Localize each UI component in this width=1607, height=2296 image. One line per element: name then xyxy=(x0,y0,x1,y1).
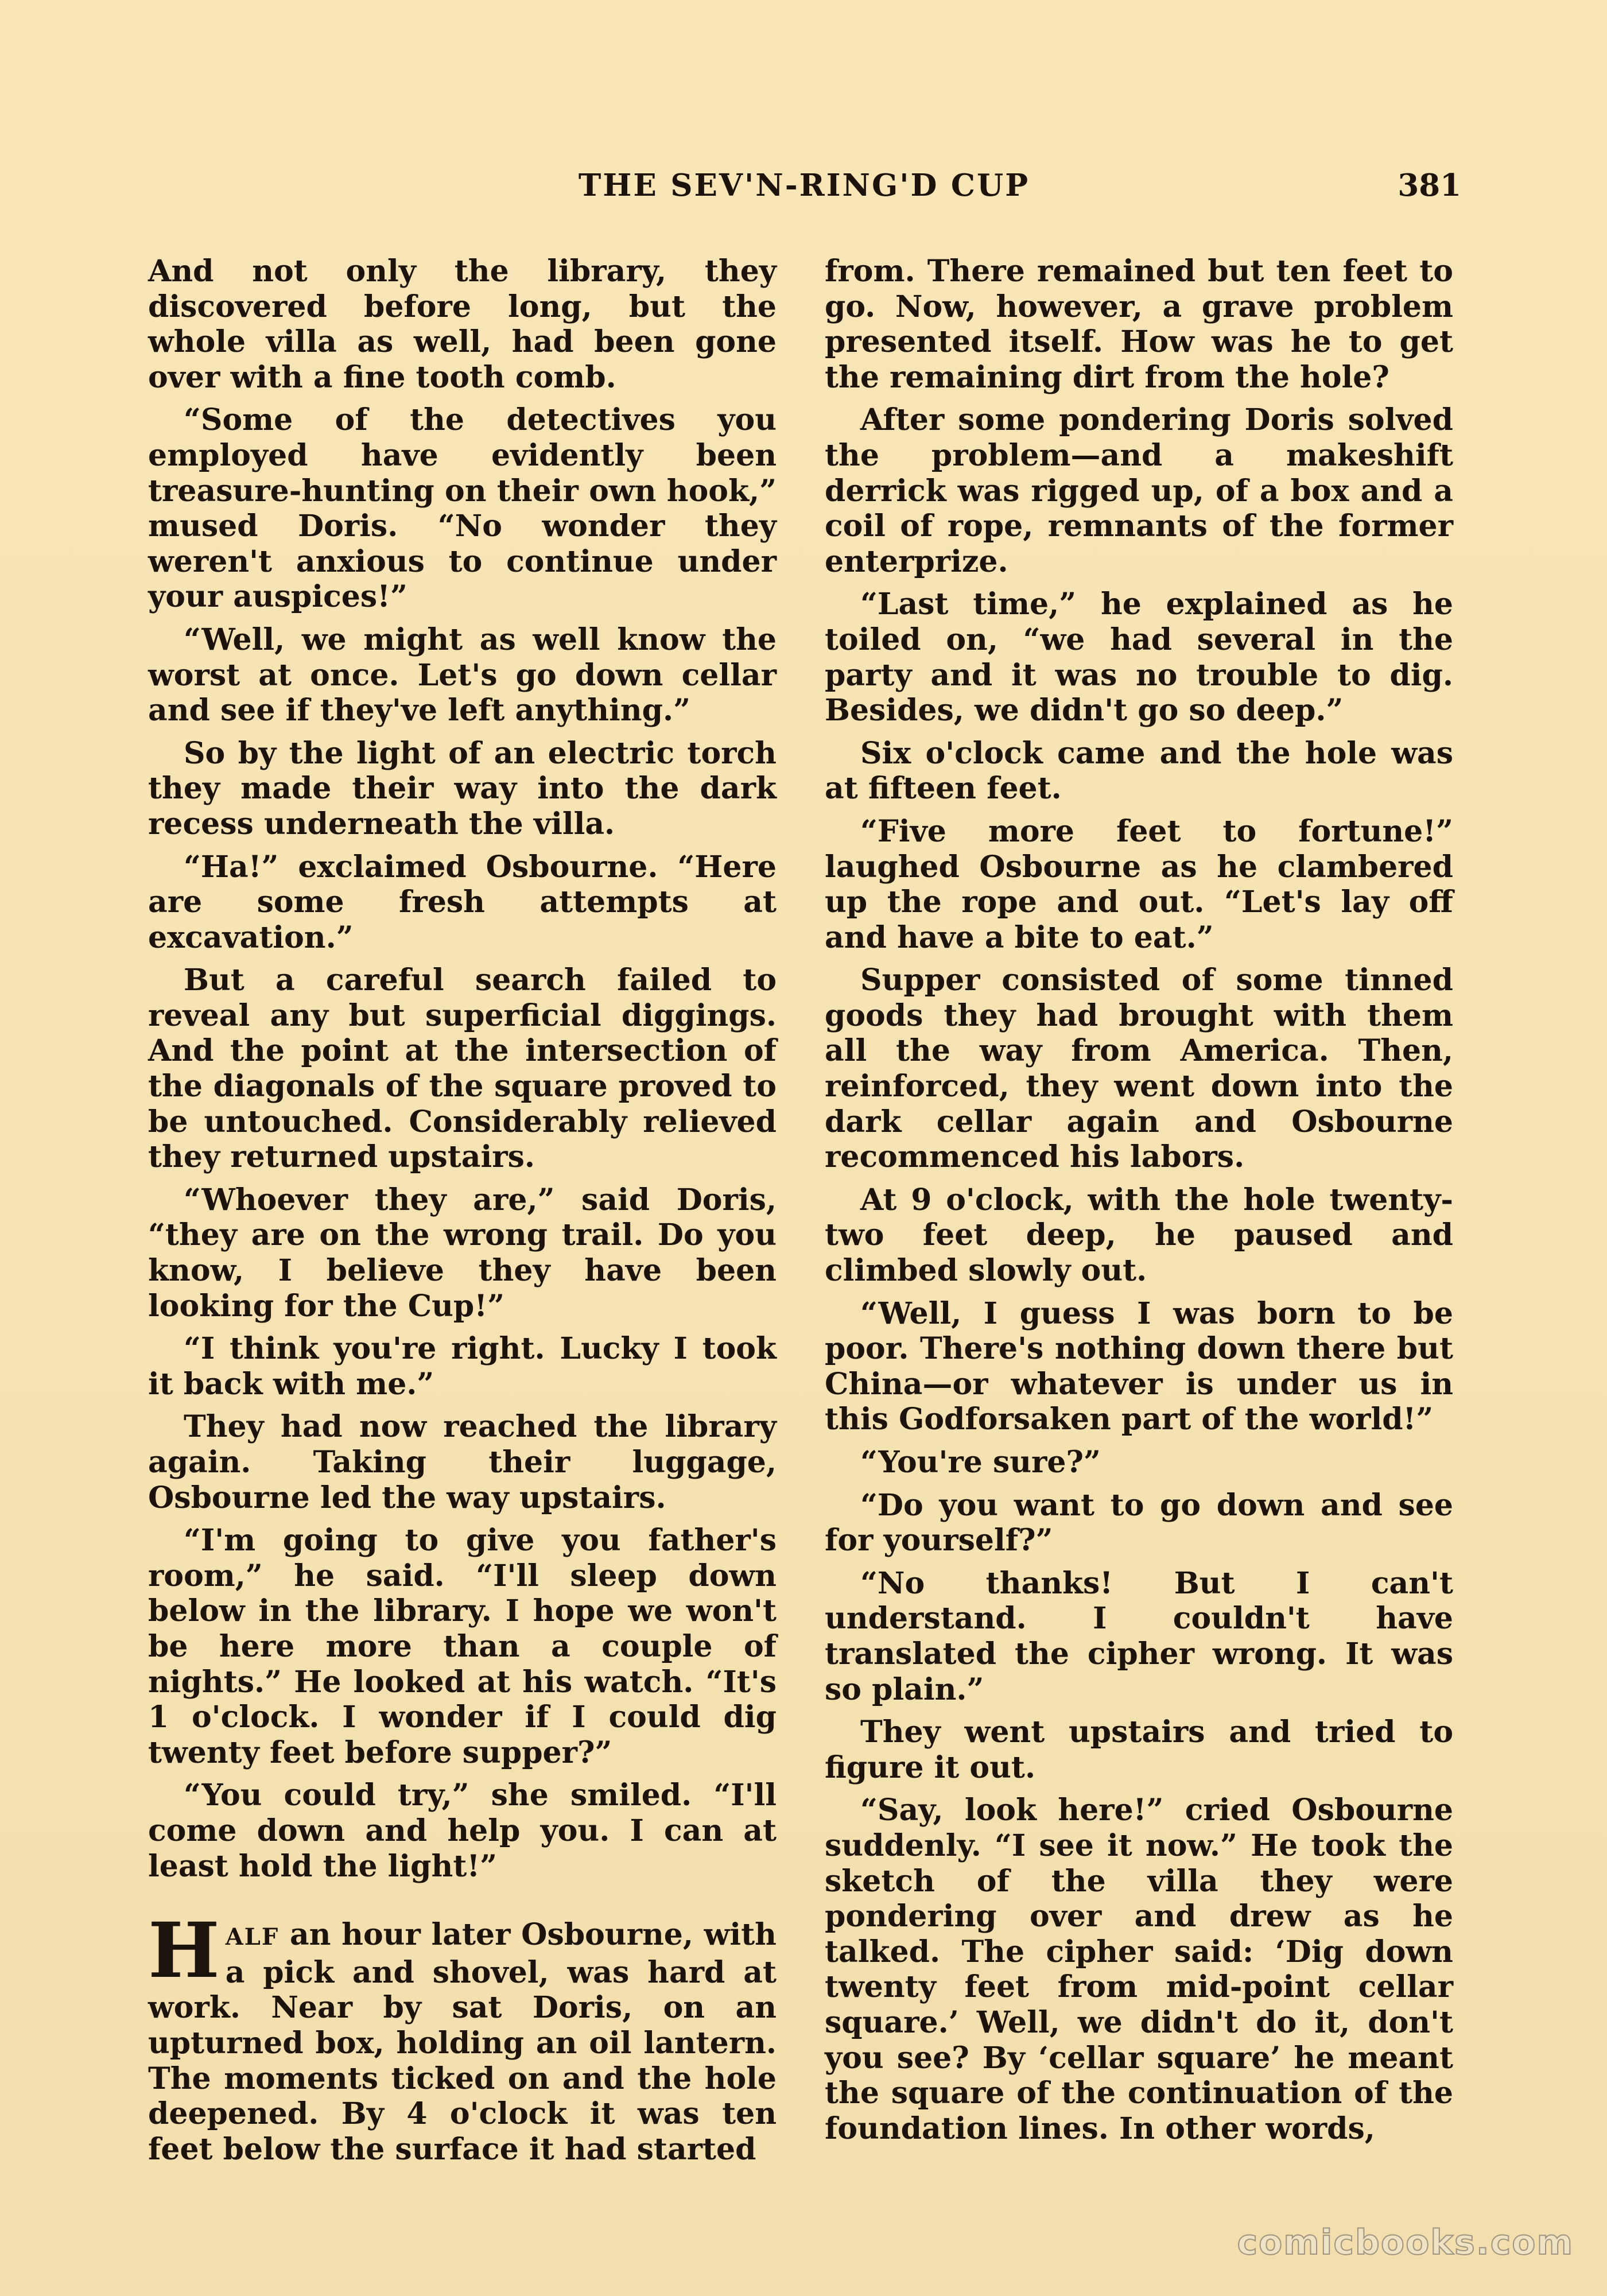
paragraph: Six o'clock came and the hole was at fifteen feet. xyxy=(825,735,1453,806)
paragraph: “I'm going to give you father's room,” he said. “I'll sleep down below in the library. I hope we won't be here more than a couple of nights.” He looked at his watch. “It's 1 o'clock. I wonder if I could dig twenty feet before supper?” xyxy=(148,1523,777,1770)
paragraph: “Well, I guess I was born to be poor. There's nothing down there but China—or whatever is under us in this Godforsaken part of the world!” xyxy=(825,1296,1453,1437)
paragraph: “No thanks! But I can't understand. I couldn't have translated the cipher wrong. It was so plain.” xyxy=(825,1565,1453,1707)
paragraph: “You could try,” she smiled. “I'll come down and help you. I can at least hold the light!” xyxy=(148,1778,777,1884)
paragraph: After some pondering Doris solved the problem—and a makeshift derrick was rigged up, of a box and a coil of rope, remnants of the former enterprize. xyxy=(825,402,1453,579)
running-title: THE SEV'N-RING'D CUP xyxy=(578,168,1030,203)
paragraph: “Some of the detectives you employed have evidently been treasure-hunting on their own hook,” mused Doris. “No wonder they weren't anxious to continue under your auspices!” xyxy=(148,402,777,615)
section-text: an hour later Osbourne, with a pick and shovel, was hard at work. Near by sat Doris, on an upturned box, holding an oil lantern. The moments ticked on and the hole deepened. By 4 o'clock it was ten feet below the surface it had started xyxy=(148,1917,777,2167)
paragraph: “Say, look here!” cried Osbourne suddenly. “I see it now.” He took the sketch of the villa they were pondering over and drew as he talked. The cipher said: ‘Dig down twenty feet from mid-point cellar square.’ Well, we didn't do it, don't you see? By ‘cellar square’ he meant the square of the continuation of the foundation lines. In other words, xyxy=(825,1793,1453,2146)
paragraph: “You're sure?” xyxy=(860,1445,1101,1480)
page-number: 381 xyxy=(1398,168,1461,203)
paragraph: But a careful search failed to reveal any but superficial diggings. And the point at the intersection of the diagonals of the square proved to be untouched. Considerably relieved they returned upstairs. xyxy=(148,963,777,1175)
continued-paragraph: from. There remained but ten feet to go. Now, however, a grave problem presented itself. How was he to get the remaining dirt from the hole? xyxy=(825,254,1453,395)
paragraph: Supper consisted of some tinned goods they had brought with them all the way from America. Then, reinforced, they went down into the dark cellar again and Osbourne recommenced his labors. xyxy=(825,963,1453,1175)
paragraph: They had now reached the library again. Taking their luggage, Osbourne led the way upstairs. xyxy=(148,1409,777,1515)
paragraph: So by the light of an electric torch they made their way into the dark recess underneath the villa. xyxy=(148,735,777,841)
small-caps-lead: ALF xyxy=(225,1923,280,1951)
drop-cap: H xyxy=(148,1906,220,1996)
watermark: comicbooks.com xyxy=(1237,2223,1574,2263)
paragraph: “Whoever they are,” said Doris, “they are on the wrong trail. Do you know, I believe they have been looking for the Cup!” xyxy=(148,1182,777,1324)
left-column xyxy=(148,254,777,2174)
paragraph: At 9 o'clock, with the hole twenty-two feet deep, he paused and climbed slowly out. xyxy=(825,1182,1453,1289)
paragraph: “Last time,” he explained as he toiled on, “we had several in the party and it was no trouble to dig. Besides, we didn't go so deep.” xyxy=(825,587,1453,728)
right-column xyxy=(825,254,1453,2154)
paragraph: “Five more feet to fortune!” laughed Osbourne as he clambered up the rope and out. “Let's lay off and have a bite to eat.” xyxy=(825,813,1453,955)
paragraph: “Well, we might as well know the worst at once. Let's go down cellar and see if they've left anything.” xyxy=(148,622,777,728)
paragraph: They went upstairs and tried to figure it out. xyxy=(825,1715,1453,1785)
paragraph: And not only the library, they discovered before long, but the whole villa as well, had been gone over with a fine tooth comb. xyxy=(148,254,777,395)
section-opening-paragraph xyxy=(148,1906,777,2167)
paragraph: “Ha!” exclaimed Osbourne. “Here are some fresh attempts at excavation.” xyxy=(148,849,777,955)
paragraph: “I think you're right. Lucky I took it back with me.” xyxy=(148,1331,777,1402)
paragraph: “Do you want to go down and see for yourself?” xyxy=(825,1487,1453,1558)
page-header xyxy=(147,168,1461,219)
